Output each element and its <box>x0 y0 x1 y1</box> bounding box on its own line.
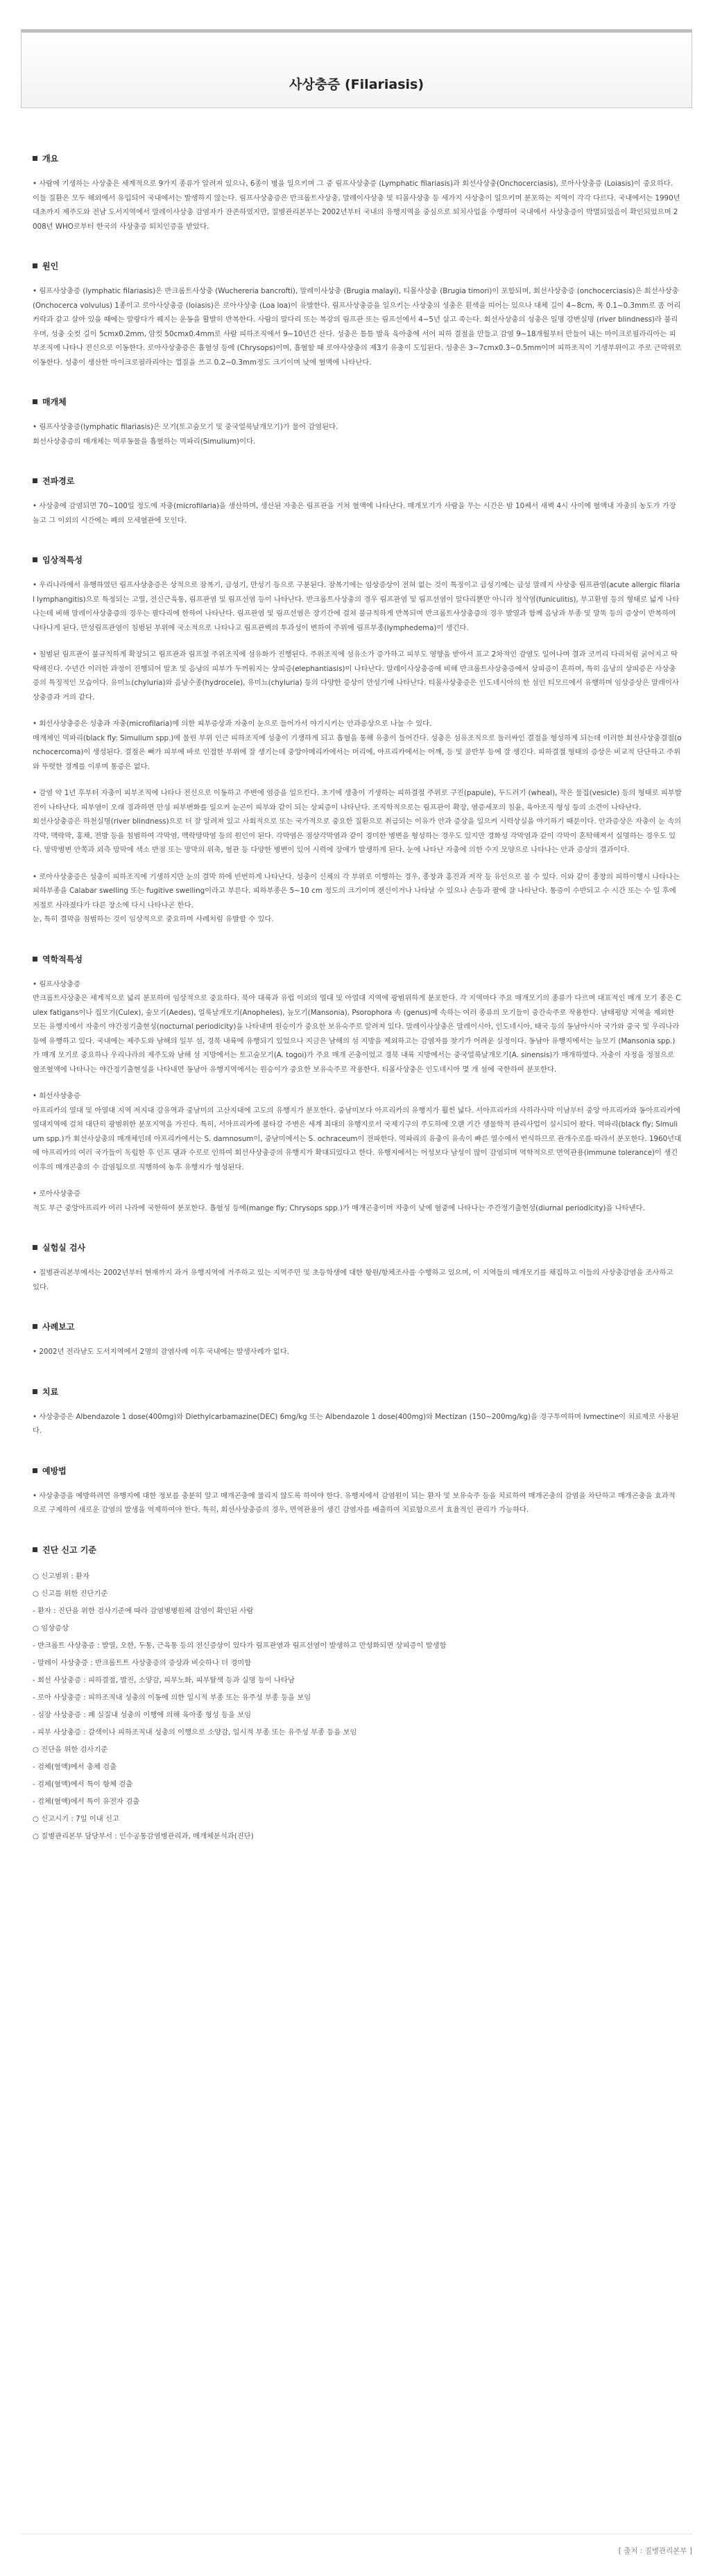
section-heading <box>33 953 682 965</box>
section-heading <box>33 554 682 566</box>
section-heading-text: 치료 <box>42 1386 59 1397</box>
section-heading-text: 사례보고 <box>42 1322 75 1332</box>
criteria-line: ○ 신고시기 : 7일 이내 신고 <box>33 1814 119 1823</box>
criteria-line: - 피부 사상충증 : 갈색이나 피하조직내 성충의 이행으로 소양감, 일시적 부종 또는 유주성 부종 등을 보임 <box>33 1728 357 1737</box>
criteria-line: - 로아 사상충증 : 피하조직내 성충의 이동에 의한 일시적 부종 또는 유주성 부종 등을 보임 <box>33 1693 311 1702</box>
criteria-line: - 환자 : 진단을 위한 검사기준에 따라 감염병병원체 감염이 확인된 사람 <box>33 1606 254 1615</box>
square-bullet-icon <box>33 557 37 562</box>
section-heading-text: 임상적특성 <box>42 555 83 565</box>
section-heading <box>33 153 682 164</box>
criteria-line: ○ 신고범위 : 환자 <box>33 1572 89 1581</box>
paragraph: • 로아사상충증은 성충이 피하조직에 기생하지만 눈의 결막 하에 빈번하게 나타난다. 성충이 신체의 각 부위로 이행하는 경우, 종창과 홍진과 저작 등 유인으로 볼 수 있다. 이와 같이 종창의 피하이행시 나타나는 피하부종을 Calabar swelling 또는 fugitive swelling이라고 부른다. 피하부종은 5~10 cm 정도의 크기이며 젠신이거나 나타날 수 있으나 손등과 팔에 잘 나타난다. 통증이 수반되고 수 시간 또는 수 일 후에 저절로 사라졌다가 다른 장소에 다시 나타나곤 한다. 눈, 특히 결막을 침범하는 것이 임상적으로 중요하며 사례처럼 유발할 수 있다. <box>33 872 680 923</box>
section-heading-text: 매개체 <box>42 397 67 407</box>
section <box>33 1465 682 1517</box>
square-bullet-icon <box>33 1468 37 1473</box>
criteria-line: - 검체(혈액)에서 충체 검출 <box>33 1762 117 1771</box>
page-title: 사상충증 (Filariasis) <box>289 77 424 92</box>
criteria-line: ○ 진단을 위한 검사기준 <box>33 1745 108 1754</box>
section <box>33 1242 682 1294</box>
section-heading-text: 전파경로 <box>42 476 75 486</box>
paragraph: • 침범된 림프관이 불규칙하게 확장되고 림프관과 림프절 주위조직에 섬유화가 진행된다. 주위조직에 섬유소가 증가하고 피부도 영향을 받아서 표고 2차적인 감염도 일어나며 결과 코끼리 다리처럼 굵어지고 딱딱해진다. 수년간 이러한 과정이 진행되어 말초 및 음낭의 피부가 두꺼워지는 상피증(elephantiasis)이 나타난다. 말레이사상충증에 비해 반크롭트사상충증에서 상피증이 흔하며, 특히 음낭의 상피증은 사상충증의 특징적인 모습이다. 유미뇨(chyluria)와 음낭수종(hydrocele), 유미뇨(chyluria) 등의 다양한 증상이 만성기에 나타난다. 티몰사상충증은 인도네시아의 한 섬인 티모르에서 유행하며 임상증상은 말레이사상충증과 거의 같다. <box>33 650 679 702</box>
criteria-line: ○ 임상증상 <box>33 1624 69 1633</box>
paragraph: • 회선사상충증 아프리카의 열대 및 아열대 지역 저지대 강유역과 중남미의 고산지대에 고도의 유행지가 분포한다. 중남미보다 아프리카의 유행지가 훨씬 넓다. 서아프리카의 사하라사막 이남부터 중앙 아프리카와 동아프리카에 열대지역에 걸쳐 대단히 광범위한 분포지역을 가진다. 특히, 서아프리카에 볼타강 주변은 세계 최대의 유행지로서 국제기구의 주도하에 오랜 기간 생물학적 관리사업이 실시되어 왔다. 먹파리(black fly; Simulium spp.)가 회선사상충의 매개체인데 아프리카에서는 S. damnosum이, 중남미에서는 S. ochraceum이 전파한다. 먹파리의 유충이 유속이 빠른 열수에서 번식하므로 관개수로를 따라서 분포한다. 1960년대에 아프리카의 여러 국가들이 독립한 후 인프 댐과 수로로 인하여 회선사상충증의 유행지가 확대되었다고 한다. 유행지에서는 어성보다 남성이 많이 감염되며 역학적으로 면역관용(immune tolerance)이 생긴 이후의 매개곤충의 수 감염됨으로 직행하여 농후 유행지가 형성된다. <box>33 1092 682 1172</box>
paragraph: • 회선사상충증은 성충과 자충(microfilaria)에 의한 피부증상과 자충이 눈으로 들어가서 야기시키는 안과증상으로 나눌 수 있다. 매개체인 먹파리(black fly: Simulium spp.)에 물린 부위 인근 피하조직에 성충이 기생하게 되고 흡혈을 통해 유충이 들어간다. 성충은 섬유조직으로 둘러싸인 결절을 형성하게 되는데 이러한 회선사상충결절(onchocercoma)이 생성된다. 결절은 뼈가 피부에 바로 인접한 부위에 잘 생기는데 중앙아메리카에서는 머리에, 아프리카에서는 어깨, 등 및 골반부 등에 잘 생긴다. 피하결절 형태의 증상은 비교적 단단하고 주위와 뚜렷한 경계를 이루며 통증은 없다. <box>33 720 682 771</box>
section-heading-text: 역학적특성 <box>42 954 83 964</box>
paragraph: • 감염 약 1년 후부터 자충이 피부조직에 나타나 전신으로 이동하고 주변에 염증을 일으킨다. 초기에 생충이 기생하는 피하결절 주위로 구진(papule), 두드러기 (wheal), 작은 물집(vesicle) 등의 형태로 피부발진이 나타난다. 피부염이 오래 경과하면 만성 피부변화를 일으켜 눈곤이 피부와 같이 되는 상피증이 나타난다. 조직학적으로는 림프관이 확장, 염증세포의 침윤, 육아조직 형성 등의 소견이 나타난다. 회선사상충증은 하천실명(river blindness)으로 더 잘 알려져 있고 사회적으로 또는 국가적으로 중요한 질환으로 취급되는 이유가 안과 증상을 일으켜 시력상실을 야기하기 때문이다. 안과증상은 자충이 눈 속의 각막, 맥락막, 홍채, 전방 등을 침범하여 각막염, 맥락망막염 등의 원인이 된다. 각막염은 점상각막염과 같이 경미한 병변을 형성하는 경우도 있지만 경화성 각막염과 같이 각막이 혼탁해져서 실명하는 경우도 있다. 망막병변 안쪽과 외측 망막에 색소 반점 또는 망막의 위축, 혈관 등 다양한 병변이 있어 시력에 장애가 발생하게 된다. 눈에 나타난 자충에 의한 수지 모양으로 나타나는 안과 증상의 결과이다. <box>33 789 682 854</box>
section-heading-text: 원인 <box>42 261 59 271</box>
paragraph: • 로아사상충증 적도 부근 중앙아프리카 여러 나라에 국한하여 분포한다. 흡혈성 등에(mange fly; Chrysops spp.)가 매개곤충이며 자충이 낮에 혈중에 나타나는 주간정기출현성(diurnal periodicity)을 나타낸다. <box>33 1190 645 1212</box>
section-heading <box>33 396 682 408</box>
section <box>33 153 682 234</box>
section <box>33 1321 682 1359</box>
square-bullet-icon <box>33 156 37 161</box>
criteria-line: - 말레이 사상충증 : 반크롭트트 사상충증의 증상과 비슷하나 더 경미함 <box>33 1658 252 1667</box>
paragraph: • 사람에 기생하는 사상충은 세계적으로 9가지 종류가 알려져 있으나, 6종이 병을 일으키며 그 중 림프사상충증 (Lymphatic filariasis)과 회선사상충(Onchocerciasis), 로아사상충증 (Loiasis)이 중요하다. 이들 질환은 모두 해외에서 유입되어 국내에서는 발생하지 않는다. 림프사상충증은 반크롭트사상충, 말레이사상충 및 티몰사상충 등 세가지 사상충이 일으키며 분포하는 지역이 각각 다르다. 국내에서는 1990년대초까지 제주도와 전남 도서지역에서 말레이사상충 감염자가 잔존하였지만, 질병관리본부는 2002년부터 국내의 유행지역을 중심으로 퇴치사업을 수행하여 국내에서 사상충증이 박멸되었음이 확인되었으며 2008년 WHO로부터 한국의 사상충증 퇴치인증을 받았다. <box>33 180 680 231</box>
paragraph: • 림프사상충증 (lymphatic filariasis)은 반크롭트사상충 (Wuchereria bancrofti), 말레이사상충 (Brugia malayi), 티몰사상충 (Brugia timori)이 포함되며, 회선사상충증 (onchocerciasis)은 회선사상충 (Onchocerca volvulus) 1종이고 로아사상충증 (loiasis)은 로아사상충 (Loa loa)이 유발한다. 림프사상충증을 일으키는 사상충의 성충은 흰색을 띠어는 있으나 대체 길이 4~8cm, 폭 0.1~0.3mm로 좀 어리커락과 같고 살아 있을 때에는 말랑다가 꿰지는 운동을 활발히 반복한다. 사람의 말다리 또는 복강의 림프관 또는 림프선에서 4~5년 살고 죽는다. 회선사상충의 성충은 일명 강변실명 (river blindness)라 불리우며, 성충 숫컷 길이 5cmx0.2mm, 암컷 50cmx0.4mm로 사람 피하조직에서 9~10년간 산다. 성충은 틈틈 발육 육아충에 서어 피하 결절을 만들고 감염 9~18개월부터 만들어 내는 마이크로필라리아는 피부조직에 나타나 전신으로 이동한다. 로아사상충증은 흡혈성 등에 (Chrysops)이며, 흡혈할 때 로아사상충의 제3기 유충이 도입된다. 성충은 3~7cmx0.3~0.5mm이며 피하조직이 기생부위이고 주로 근막위로 이동한다. 성충이 생산한 마이크로필라리아는 껍질을 쓰고 0.2~0.3mm정도 크기이며 낮에 혈액에 나타난다. <box>33 287 682 367</box>
section-heading <box>33 1242 682 1253</box>
content-area <box>33 153 682 1872</box>
square-bullet-icon <box>33 957 37 961</box>
section-heading-text: 개요 <box>42 154 59 164</box>
criteria-line: - 검체(혈액)에서 특이 항체 검출 <box>33 1779 133 1789</box>
square-bullet-icon <box>33 1389 37 1394</box>
paragraph: • 림프사상충증 반크롭트사상충은 세계적으로 넓리 분포하며 임상적으로 중요하다. 북아 대륙과 유럽 이외의 열대 및 아열대 지역에 광범위하게 분포한다. 각 지역마다 주요 매개모기의 종류가 다르며 대표적인 매개 모기 종은 Culex fatigans이나 집모기(Culex), 숲모기(Aedes), 얼룩날개모기(Anopheles), 늪모기(Mansonia), Psorophora 속 (genus)에 속하는 여러 종류의 모기들이 중간숙주로 작용한다. 남태평양 지역을 제외한 모든 유행지에서 자충이 야간정기출현성(nocturnal periodicity)을 나타내며 원승이가 중요한 보유숙주로 알려져 있다. 말레이사상충은 말레이시아, 인도네시아, 태국 등의 동남아시아 국가와 중국 및 우리나라 등에 유행하고 있다. 국내에는 제주도와 남해의 일부 섬, 경북 내륙에 유행되기 있었으나 지금은 남해의 섬 지방을 제외하고는 감염자를 찾기가 어려운 실정이다. 동남아 유행지에서는 늪모기 (Mansonia spp.)가 매개 모기로 중요하나 우리나라의 제주도와 남해 섬 지방에서는 토고숲모기(A. togoi)가 주요 매개 곤충이었고 경북 내륙 지방에서는 중국얼룩날개모기(A. sinensis)가 매개하였다. 자충이 자정을 정점으로 혈조혈액에 나타나는 야간정기출현성을 나타내면 동남아 유행지역에서는 원승이가 중요한 보유숙주로 작용한다. 티몰사상충은 인도네시아 몇 개 섬에 국한하여 분포한다. <box>33 980 681 1074</box>
paragraph: • 질병관리본부에서는 2002년부터 현재까지 과거 유행지역에 거주하고 있는 지역주민 및 초등학생에 대한 항원/항체조사를 수행하고 있으며, 이 지역들의 매개모기를 채집하고 이들의 사상충감염을 조사하고 있다. <box>33 1269 673 1291</box>
square-bullet-icon <box>33 399 37 404</box>
criteria-line: ○ 신고를 위한 진단기준 <box>33 1589 108 1598</box>
title-box <box>21 29 692 108</box>
section <box>33 953 682 1216</box>
section <box>33 1386 682 1438</box>
paragraph: • 사상충에 감염되면 70~100일 정도에 자충(microfilaria)을 생산하며, 생산된 자충은 림프관을 거쳐 혈액에 나타난다. 매개모기가 사람을 무는 시간은 밤 10쎄서 새벽 4시 사이에 혈액내 자충의 농도가 가장 높고 그 이외의 시간에는 폐의 모세혈관에 모인다. <box>33 502 676 525</box>
section-heading <box>33 1321 682 1332</box>
section-heading <box>33 475 682 487</box>
paragraph: • 림프사상충증(lymphatic filariasis)은 모기(토고숲모기 및 중국얼룩날개모기)가 물어 감염된다. 회선사상충증의 매개체는 먹루동물을 흡혈하는 먹파리(Simulium)이다. <box>33 423 338 446</box>
criteria-line: ○ 질병관리본부 담당부서 : 인수공통감염병관리과, 매개체분석과(진단) <box>33 1831 254 1840</box>
section <box>33 396 682 449</box>
section-heading <box>33 1386 682 1398</box>
square-bullet-icon <box>33 1245 37 1250</box>
square-bullet-icon <box>33 1547 37 1552</box>
criteria-line: - 심장 사상충증 : 폐 실질내 성충의 이행에 의해 육아종 형성 등을 보임 <box>33 1710 252 1719</box>
section-heading-text: 진단 신고 기준 <box>42 1544 96 1555</box>
section-heading <box>33 1465 682 1477</box>
section-criteria <box>33 1544 682 1845</box>
source-credit: [ 출처 : 질병관리본부 ] <box>618 2547 692 2555</box>
criteria-line: - 회선 사상충증 : 피하결절, 발진, 소양감, 피부노화, 피부탈색 등과 실명 등이 나타남 <box>33 1676 295 1685</box>
paragraph: • 사상충증은 Albendazole 1 dose(400mg)와 Diethylcarbamazine(DEC) 6mg/kg 또는 Albendazole 1 dose(400mg)와 Mectizan (150~200mg/kg)을 경구투여하며 Ivmectine이 치료제로 사용된다. <box>33 1412 679 1435</box>
section-heading <box>33 260 682 272</box>
criteria-line: - 검체(혈액)에서 특이 유전자 검출 <box>33 1797 140 1806</box>
section-heading <box>33 1544 682 1556</box>
paragraph: • 사상충증을 예방하려면 유행지에 대한 정보를 충분히 알고 매개곤충에 물리지 않도록 하여야 한다. 유행지에서 감염원이 되는 환자 및 보유숙주 등을 치료하여 매개곤충의 감염을 차단하고 매개곤충을 효과적으로 구제하여 새로운 감염의 발생을 억제하여야 한다. 특히, 회선사상충증의 경우, 면역관용이 생긴 감염자를 배출하여 치료함으로서 효율적인 관리가 가능하다. <box>33 1491 676 1514</box>
square-bullet-icon <box>33 263 37 268</box>
paragraph: • 2002년 전라남도 도서지역에서 2명의 감염사례 이후 국내에는 발생사례가 없다. <box>33 1348 289 1356</box>
square-bullet-icon <box>33 1324 37 1329</box>
section-heading-text: 실험실 검사 <box>42 1243 86 1253</box>
section <box>33 260 682 369</box>
paragraph: • 우리나라에서 유행하였던 림프사상충증은 상적으로 잠복기, 급성기, 만성기 등으로 구분된다. 잠복기에는 임상증상이 전혀 없는 것이 특징이고 급성기에는 급성 말레지 사상충 림프관염(acute allergic filarial lymphangitis)으로 특정되는 고열, 전신근육통, 림프관염 및 림프선염 등이 나타난다. 반크롭트사상충의 경우 림프관염 및 림프선염이 말다리뿐만 아니라 정삭염(funiculitis), 부고환염 등의 형태로 넓게 나타나는데 비해 말레이사상충증의 경우는 팔다리에 한하여 나타난다. 림프관염 및 림프선염은 장기간에 걸쳐 불규칙하게 반복되며 반크롭트사상충증의 경우 발열과 함께 음낭과 부종 및 말뚝 등의 증상이 반복하여 나타나게 된다. 만성림프관염이 침범된 부위에 국소적으로 나타나고 림프관벽의 투과성이 변하여 주위에 림프부종(lymphedema)이 생긴다. <box>33 581 680 632</box>
section <box>33 475 682 528</box>
square-bullet-icon <box>33 478 37 483</box>
criteria-line: - 반크롭트 사상충증 : 발열, 오한, 두통, 근육통 등의 전신증상이 있다가 림프관염과 림프선염이 발생하고 만성화되면 상피증이 발생함 <box>33 1641 447 1650</box>
section <box>33 554 682 927</box>
section-heading-text: 예방법 <box>42 1465 67 1476</box>
